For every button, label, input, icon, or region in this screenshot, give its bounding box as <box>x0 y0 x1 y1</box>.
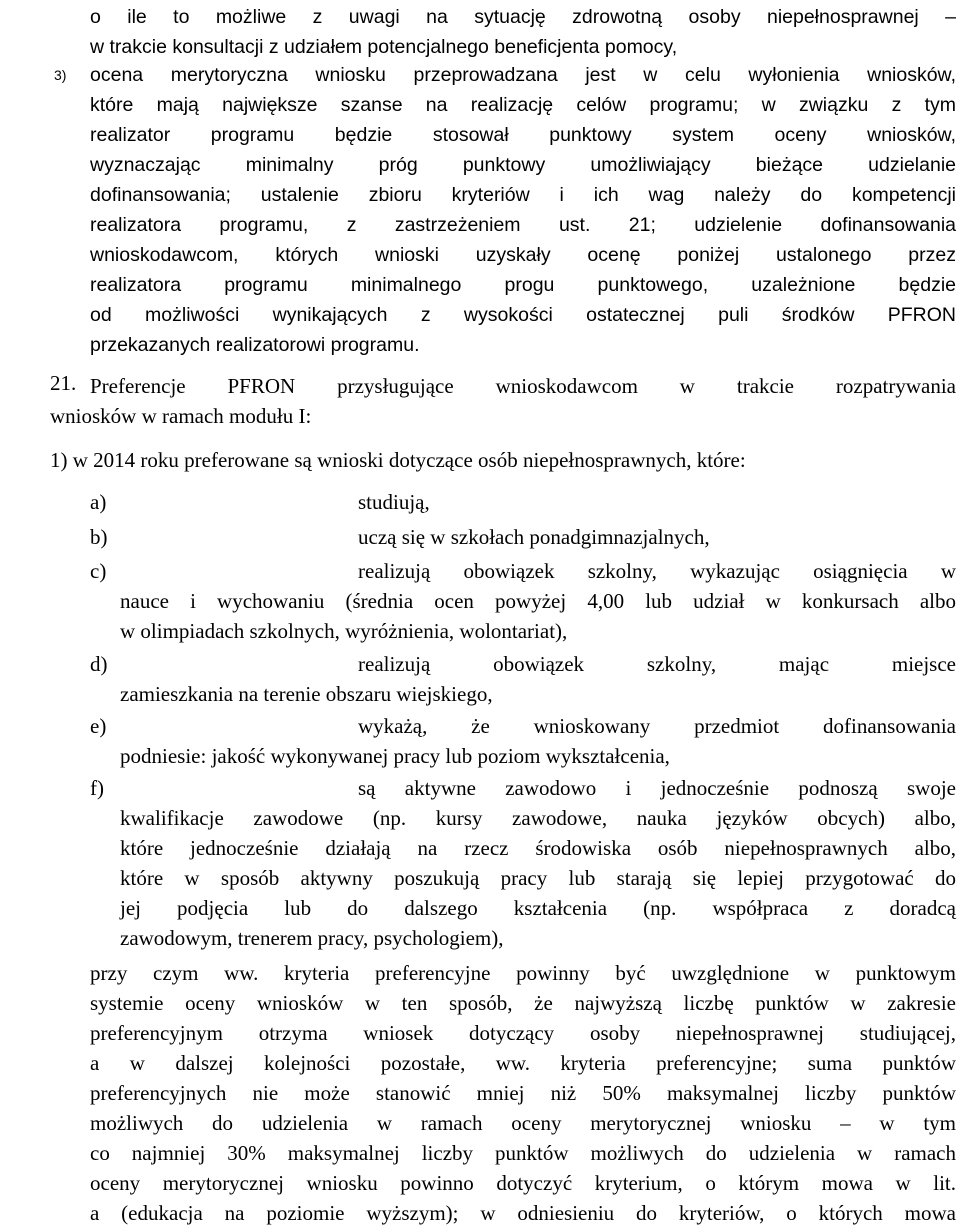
list-item-f <box>358 773 956 803</box>
closing-paragraph <box>90 958 956 1228</box>
text-line: 1) w 2014 roku preferowane są wnioski dotyczące osób niepełnosprawnych, które: <box>50 448 746 472</box>
text-line: możliwych do udzielenia w ramach oceny merytorycznej wniosku – w tym <box>90 1111 956 1135</box>
item-label: a) <box>90 490 107 514</box>
text-line: wniosków w ramach modułu I: <box>50 404 312 428</box>
text-line: uczą się w szkołach ponadgimnazjalnych, <box>358 525 710 549</box>
text-line: w olimpiadach szkolnych, wyróżnienia, wolontariat), <box>120 619 568 643</box>
text-line: które mają największe szanse na realizację celów programu; w związku z tym <box>90 94 956 116</box>
list-item-d <box>358 649 956 679</box>
text-line: realizator programu będzie stosował punktowy system oceny wniosków, <box>90 124 956 146</box>
text-line: co najmniej 30% maksymalnej liczby punktów możliwych do udzielenia w ramach <box>90 1141 956 1165</box>
text-line: a (edukacja na poziomie wyższym); w odniesieniu do kryteriów, o których mowa <box>90 1201 956 1225</box>
text-line: od możliwości wynikających z wysokości ostatecznej puli środków PFRON <box>90 304 956 326</box>
text-line: podniesie: jakość wykonywanej pracy lub poziom wykształcenia, <box>120 744 670 768</box>
section-21-intro <box>50 371 956 431</box>
item-label: f) <box>90 776 104 800</box>
list-item-e <box>358 711 956 741</box>
text-line: Preferencje PFRON przysługujące wnioskodawcom w trakcie rozpatrywania <box>90 374 956 398</box>
text-line: oceny merytorycznej wniosku powinno dotyczyć kryterium, o którym mowa w lit. <box>90 1171 956 1195</box>
text-line: ocena merytoryczna wniosku przeprowadzana jest w celu wyłonienia wniosków, <box>90 64 956 86</box>
text-line: które jednocześnie działają na rzecz środowiska osób niepełnosprawnych albo, <box>120 836 956 860</box>
text-line: w trakcie konsultacji z udziałem potencjalnego beneficjenta pomocy, <box>90 36 678 58</box>
text-line: dofinansowania; ustalenie zbioru kryteriów i ich wag należy do kompetencji <box>90 184 956 206</box>
text-line: kwalifikacje zawodowe (np. kursy zawodowe, nauka języków obcych) albo, <box>120 806 956 830</box>
text-line: realizują obowiązek szkolny, mając miejsce <box>358 652 956 676</box>
text-line: przekazanych realizatorowi programu. <box>90 334 420 356</box>
text-line: wykażą, że wnioskowany przedmiot dofinansowania <box>358 714 956 738</box>
item-label: b) <box>90 525 108 549</box>
list-item-f-continuation <box>120 803 956 953</box>
text-line: wnioskodawcom, których wnioski uzyskały ocenę poniżej ustalonego przez <box>90 244 956 266</box>
list-item-c <box>358 556 956 586</box>
item-label: c) <box>90 559 107 583</box>
text-line: preferencyjnych nie może stanowić mniej niż 50% maksymalnej liczby punktów <box>90 1081 956 1105</box>
text-line: przy czym ww. kryteria preferencyjne powinny być uwzględnione w punktowym <box>90 961 956 985</box>
text-line: o ile to możliwe z uwagi na sytuację zdrowotną osoby niepełnosprawnej – <box>90 6 956 28</box>
text-line: a w dalszej kolejności pozostałe, ww. kryteria preferencyjne; suma punktów <box>90 1051 956 1075</box>
text-line: preferencyjnym otrzyma wniosek dotyczący osoby niepełnosprawnej studiującej, <box>90 1021 956 1045</box>
list-item-d-continuation <box>120 679 956 709</box>
item3-number: 3) <box>54 67 67 83</box>
item-label: e) <box>90 714 107 738</box>
point-1 <box>50 445 956 475</box>
text-line: zawodowym, trenerem pracy, psychologiem), <box>120 926 504 950</box>
item2-continuation <box>90 2 956 62</box>
text-line: systemie oceny wniosków w ten sposób, że najwyższą liczbę punktów w zakresie <box>90 991 956 1015</box>
text-line: które w sposób aktywny poszukują pracy lub starają się lepiej przygotować do <box>120 866 956 890</box>
text-line: jej podjęcia lub do dalszego kształcenia (np. współpraca z doradcą <box>120 896 956 920</box>
list-item-e-continuation <box>120 741 956 771</box>
text-line: nauce i wychowaniu (średnia ocen powyżej 4,00 lub udział w konkursach albo <box>120 589 956 613</box>
section-21-number: 21. <box>50 371 77 395</box>
text-line: realizatora programu minimalnego progu punktowego, uzależnione będzie <box>90 274 956 296</box>
list-item-c-continuation <box>120 586 956 646</box>
text-line: wyznaczając minimalny próg punktowy umożliwiający bieżące udzielanie <box>90 154 956 176</box>
list-item-a <box>358 487 956 517</box>
item3-paragraph <box>90 60 956 360</box>
text-line: są aktywne zawodowo i jednocześnie podnoszą swoje <box>358 776 956 800</box>
list-item-b <box>358 522 956 552</box>
text-line: studiują, <box>358 490 430 514</box>
text-line: realizatora programu, z zastrzeżeniem ust. 21; udzielenie dofinansowania <box>90 214 956 236</box>
item-label: d) <box>90 652 108 676</box>
text-line: zamieszkania na terenie obszaru wiejskiego, <box>120 682 493 706</box>
text-line: realizują obowiązek szkolny, wykazując osiągnięcia w <box>358 559 956 583</box>
